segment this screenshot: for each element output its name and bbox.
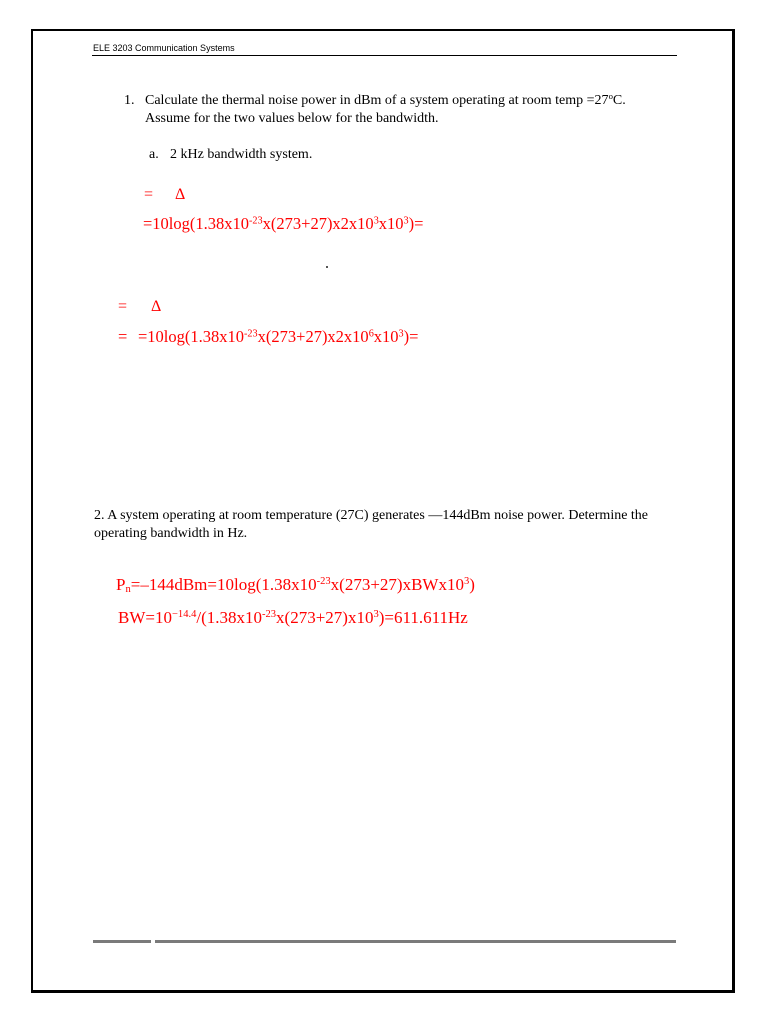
q1a-label: a. xyxy=(149,147,159,162)
footer-rule-short xyxy=(93,940,151,943)
stray-dot xyxy=(326,266,328,268)
q1-answer1-formula: $=10\log(1.38x10^{-23}x(273+27)x2x10^3x10^3)=$ xyxy=(143,214,424,233)
q1-answer1-equals: = xyxy=(144,186,154,203)
q1-line2: Assume for the two values below for the bandwidth. xyxy=(145,111,439,126)
q1a-text: 2 kHz bandwidth system. xyxy=(170,147,313,162)
q1-line1: Calculate the thermal noise power in dBm of a system operating at room temp $=27^oC$. xyxy=(145,91,626,108)
q2-line1: 2. A system operating at room temperature (27C) generates —144dBm noise power. Determine the xyxy=(94,508,649,523)
header-rule xyxy=(92,55,677,56)
q1-answer2-equals: = xyxy=(118,298,128,315)
q1-answer1-delta: Δ xyxy=(175,186,186,203)
page-header-title: ELE 3203 Communication Systems xyxy=(93,43,235,53)
q1-answer2-delta: Δ xyxy=(151,298,162,315)
q2-line2: operating bandwidth in Hz. xyxy=(94,526,248,541)
q2-answer1-formula: $P_n=-144dBm=10\log(1.38x10^{-23}x(273+27)xBWx10^3)$ xyxy=(116,575,475,596)
footer-rule-long xyxy=(155,940,676,943)
q1-answer2-lead-equals: = xyxy=(118,327,128,346)
q1-answer2-formula: $=10\log(1.38x10^{-23}x(273+27)x2x10^6x10^3)=$ xyxy=(138,327,419,346)
q2-answer2-formula: $BW=10^{-14.4}/(1.38x10^{-23}x(273+27)x10^3)=611.611Hz$ xyxy=(118,608,468,627)
q1-number: 1. xyxy=(124,93,135,108)
